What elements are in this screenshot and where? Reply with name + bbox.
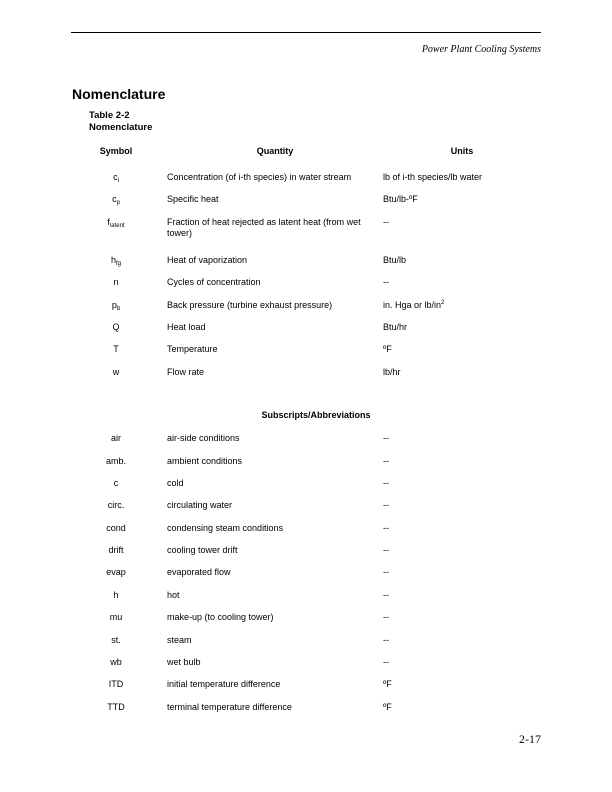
units-cell (383, 194, 541, 204)
symbol-cell: st. (111, 634, 121, 645)
symbol-cell (71, 322, 161, 332)
subscript-row (71, 456, 541, 478)
symbol-cell: air (110, 433, 121, 444)
quantity-cell: Heat of vaporization (167, 254, 248, 265)
subscript-row (71, 500, 541, 522)
header-rule (71, 32, 541, 33)
units-cell: -- (383, 589, 389, 600)
quantity-cell: air-side conditions (167, 433, 240, 444)
symbol-cell: amb. (105, 455, 126, 466)
units-cell (383, 322, 541, 332)
quantity-cell: Flow rate (167, 366, 205, 377)
nomenclature-table (71, 146, 541, 724)
subscript-row (71, 433, 541, 455)
symbol-cell (71, 217, 161, 229)
symbol-base: Q (112, 321, 120, 332)
table-row (71, 277, 541, 299)
subscript-row (71, 545, 541, 567)
symbol-subscript: fg (116, 260, 122, 267)
table-caption (89, 110, 152, 134)
symbol-base: c (113, 172, 118, 182)
subscript-row (71, 679, 541, 701)
section-title: Nomenclature (72, 86, 166, 102)
units-text: -- (383, 277, 389, 288)
page-number: 2-17 (519, 732, 541, 746)
quantity-cell: cold (167, 477, 184, 488)
symbol-cell: c (113, 477, 119, 488)
running-header: Power Plant Cooling Systems (421, 44, 541, 55)
quantity-cell: Fraction of heat rejected as latent heat (from wet tower) (167, 216, 361, 239)
units-cell (383, 300, 541, 310)
column-header-symbol: Symbol (99, 146, 133, 156)
table-row (71, 367, 541, 389)
table-row (71, 322, 541, 344)
symbol-cell: drift (108, 545, 124, 556)
units-text: lb/hr (383, 366, 401, 377)
symbol-subscript: b (116, 305, 121, 312)
symbol-cell (71, 194, 161, 206)
table-row (71, 217, 541, 255)
quantity-cell: make-up (to cooling tower) (167, 612, 274, 623)
quantity-cell: wet bulb (167, 657, 201, 668)
quantity-cell: Concentration (of i-th species) in water stream (167, 172, 352, 182)
subscript-row (71, 612, 541, 634)
symbol-cell: TTD (107, 701, 125, 712)
symbol-base: p (111, 299, 117, 310)
symbol-base: h (110, 254, 116, 265)
table-title: Nomenclature (89, 122, 153, 133)
quantity-cell: Back pressure (turbine exhaust pressure) (167, 299, 333, 310)
symbol-subscript: p (116, 200, 120, 207)
table-row (71, 172, 541, 194)
quantity-cell: Cycles of concentration (167, 277, 261, 288)
symbol-cell: h (113, 589, 119, 600)
symbol-cell: evap (106, 567, 126, 578)
table-number: Table 2-2 (89, 110, 130, 121)
quantity-cell: ambient conditions (167, 455, 243, 466)
symbol-cell (71, 172, 161, 184)
units-cell: -- (383, 634, 389, 645)
subscript-row (71, 478, 541, 500)
column-header-units: Units (450, 146, 474, 156)
units-cell: -- (383, 455, 389, 466)
symbol-base: w (112, 366, 120, 377)
symbol-subscript: i (117, 178, 119, 184)
quantity-cell: initial temperature difference (167, 679, 281, 690)
units-cell: -- (383, 612, 389, 623)
symbol-subscript: latent (109, 222, 125, 229)
units-text: Btu/lb (383, 254, 407, 265)
units-cell: -- (383, 545, 389, 556)
units-cell: -- (383, 433, 389, 444)
quantity-cell: Specific heat (167, 194, 219, 205)
units-text: Btu/hr (383, 321, 408, 332)
subscript-row (71, 590, 541, 612)
units-cell (383, 217, 541, 227)
quantity-cell: circulating water (167, 500, 233, 511)
units-superscript: 2 (441, 299, 445, 306)
units-cell: ºF (383, 701, 392, 712)
symbol-cell: mu (109, 612, 123, 623)
units-text: Btu/lb-ºF (383, 194, 418, 205)
table-header-row (71, 146, 541, 172)
units-text: in. Hga or lb/in (383, 299, 442, 310)
quantity-cell: Heat load (167, 321, 206, 332)
quantity-cell: hot (167, 589, 180, 600)
quantity-cell: condensing steam conditions (167, 522, 284, 533)
subscript-row (71, 567, 541, 589)
symbol-cell: cond (106, 522, 126, 533)
quantity-cell: cooling tower drift (167, 545, 238, 556)
quantity-cell: Temperature (167, 344, 218, 355)
column-header-quantity: Quantity (256, 146, 294, 156)
table-row (71, 255, 541, 277)
units-cell: -- (383, 657, 389, 668)
subscript-row (71, 635, 541, 657)
units-text: lb of i-th species/lb water (383, 172, 483, 182)
symbol-base: n (113, 277, 119, 288)
symbol-cell: wb (110, 657, 122, 668)
quantity-cell: steam (167, 634, 192, 645)
subscript-row (71, 523, 541, 545)
symbol-cell: ITD (108, 679, 124, 690)
units-cell (383, 277, 541, 287)
table-row (71, 300, 541, 322)
units-cell: -- (383, 477, 389, 488)
units-cell (383, 172, 541, 182)
table-row (71, 194, 541, 216)
symbol-cell (71, 367, 161, 377)
symbol-base: c (112, 194, 117, 205)
symbol-cell (71, 300, 161, 312)
units-cell: -- (383, 567, 389, 578)
units-cell (383, 255, 541, 265)
units-cell: -- (383, 500, 389, 511)
subscripts-heading: Subscripts/Abbreviations (261, 410, 371, 421)
symbol-base: f (107, 216, 110, 227)
symbol-cell (71, 344, 161, 354)
units-text: ºF (383, 344, 392, 355)
quantity-cell: evaporated flow (167, 567, 231, 578)
units-cell (383, 367, 541, 377)
table-row (71, 344, 541, 366)
symbol-cell: circ. (107, 500, 125, 511)
symbol-base: T (113, 344, 119, 355)
units-text: -- (383, 216, 389, 227)
subscript-row (71, 702, 541, 724)
symbol-cell (71, 255, 161, 267)
units-cell (383, 344, 541, 354)
units-cell: -- (383, 522, 389, 533)
symbol-cell (71, 277, 161, 287)
subscript-row (71, 657, 541, 679)
quantity-cell: terminal temperature difference (167, 701, 292, 712)
units-cell: ºF (383, 679, 392, 690)
